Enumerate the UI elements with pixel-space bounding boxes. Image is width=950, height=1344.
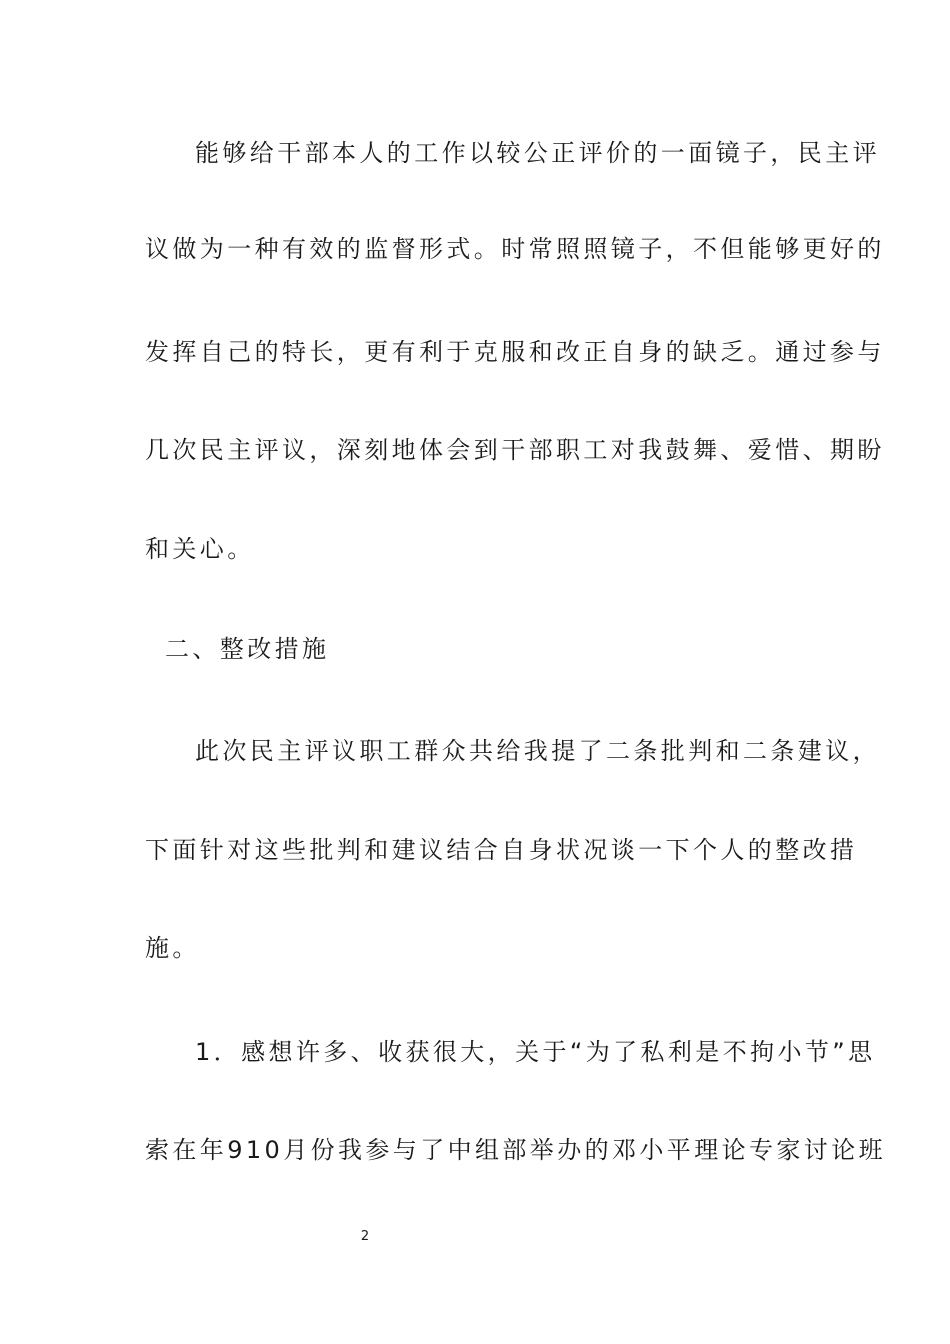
paragraph-line-9: 1．感想许多、收获很大，关于“为了私利是不拘小节”思 — [195, 1038, 876, 1066]
paragraph-line-5: 和关心。 — [145, 535, 255, 563]
paragraph-line-6: 此次民主评议职工群众共给我提了二条批判和二条建议， — [195, 737, 880, 765]
paragraph-line-1: 能够给干部本人的工作以较公正评价的一面镜子，民主评 — [195, 139, 880, 167]
paragraph-line-3: 发挥自己的特长，更有利于克服和改正自身的缺乏。通过参与 — [145, 338, 885, 366]
paragraph-line-8: 施。 — [145, 934, 200, 962]
page-number: 2 — [360, 1229, 370, 1244]
paragraph-line-10: 索在年910月份我参与了中组部举办的邓小平理论专家讨论班 — [145, 1136, 887, 1164]
section-heading: 二、整改措施 — [165, 635, 330, 663]
paragraph-line-4: 几次民主评议，深刻地体会到干部职工对我鼓舞、爱惜、期盼 — [145, 436, 885, 464]
paragraph-line-7: 下面针对这些批判和建议结合自身状况谈一下个人的整改措 — [145, 836, 858, 864]
paragraph-line-2: 议做为一种有效的监督形式。时常照照镜子，不但能够更好的 — [145, 235, 885, 263]
